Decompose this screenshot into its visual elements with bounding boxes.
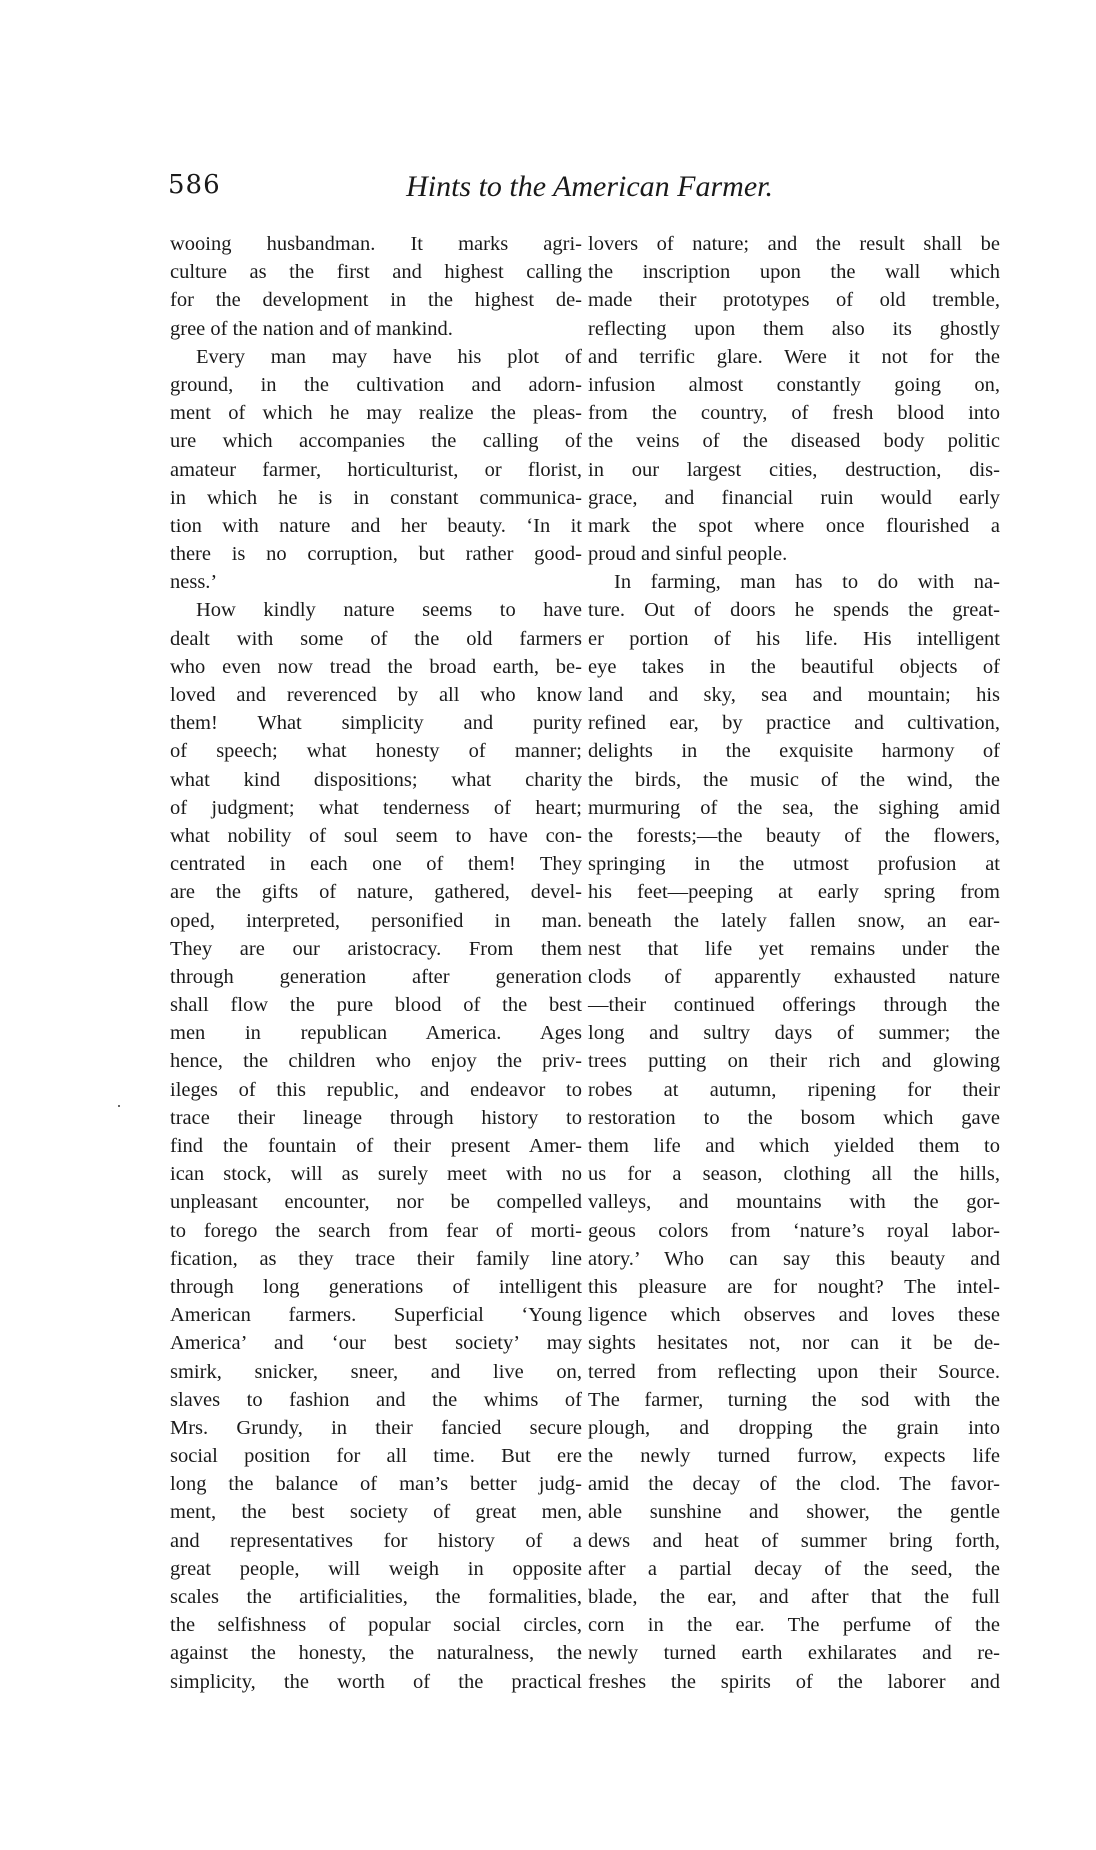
text-line: terred from reflecting upon their Source. — [588, 1360, 1000, 1383]
text-line: this pleasure are for nought? The intel- — [588, 1275, 1000, 1298]
text-line: of speech; what honesty of manner; — [170, 740, 582, 763]
page-number: 586 — [168, 170, 221, 200]
right-column — [588, 230, 1000, 1696]
text-line: them! What simplicity and purity — [170, 712, 582, 735]
text-line: springing in the utmost profusion at — [588, 853, 1000, 876]
text-line: valleys, and mountains with the gor- — [588, 1191, 1000, 1214]
text-line: eye takes in the beautiful objects of — [588, 655, 1000, 678]
text-line: How kindly nature seems to have — [196, 599, 582, 622]
text-line: tion with nature and her beauty. ‘In it — [170, 514, 582, 537]
text-line: the birds, the music of the wind, the — [588, 768, 1000, 791]
text-line: infusion almost constantly going on, — [588, 373, 1000, 396]
text-line: what kind dispositions; what charity — [170, 768, 582, 791]
text-line: long and sultry days of summer; the — [588, 1022, 1000, 1045]
text-line: what nobility of soul seem to have con- — [170, 824, 582, 847]
text-line: nest that life yet remains under the — [588, 937, 1000, 960]
text-line: They are our aristocracy. From them — [170, 937, 582, 960]
text-line: able sunshine and shower, the gentle — [588, 1501, 1000, 1524]
text-line: Every man may have his plot of — [196, 345, 582, 368]
text-line: us for a season, clothing all the hills, — [588, 1163, 1000, 1186]
text-line: of judgment; what tenderness of heart; — [170, 796, 582, 819]
text-line: loved and reverenced by all who know — [170, 684, 582, 706]
text-line: for the development in the highest de- — [170, 289, 582, 312]
text-line: against the honesty, the naturalness, the — [170, 1642, 582, 1665]
text-line: through long generations of intelligent — [170, 1275, 582, 1298]
text-line: clods of apparently exhausted nature — [588, 965, 1000, 988]
text-line: made their prototypes of old tremble, — [588, 289, 1000, 312]
text-line: and terrific glare. Were it not for the — [588, 345, 1000, 368]
text-line: them life and which yielded them to — [588, 1135, 1000, 1157]
text-line: newly turned earth exhilarates and re- — [588, 1642, 1000, 1665]
text-line: proud and sinful people. — [588, 543, 788, 566]
stray-mark — [118, 1105, 120, 1107]
text-line: hence, the children who enjoy the priv- — [170, 1050, 582, 1073]
text-line: ness.’ — [170, 571, 218, 594]
text-line: the forests;—the beauty of the flowers, — [588, 824, 1000, 847]
text-line: long the balance of man’s better judg- — [170, 1473, 582, 1496]
text-line: plough, and dropping the grain into — [588, 1416, 1000, 1439]
text-line: amid the decay of the clod. The favor- — [588, 1473, 1000, 1496]
text-line: in our largest cities, destruction, dis- — [588, 458, 1000, 481]
text-line: the newly turned furrow, expects life — [588, 1445, 1000, 1468]
text-line: social position for all time. But ere — [170, 1445, 582, 1468]
text-line: restoration to the bosom which gave — [588, 1106, 1000, 1129]
text-line: delights in the exquisite harmony of — [588, 740, 1000, 763]
text-line: freshes the spirits of the laborer and — [588, 1670, 1000, 1693]
text-line: In farming, man has to do with na- — [614, 571, 1000, 594]
text-line: murmuring of the sea, the sighing amid — [588, 796, 1000, 819]
text-line: reflecting upon them also its ghostly — [588, 317, 1000, 340]
text-line: ture. Out of doors he spends the great- — [588, 599, 1000, 622]
text-line: trace their lineage through history to — [170, 1106, 582, 1129]
text-line: American farmers. Superficial ‘Young — [170, 1304, 582, 1327]
text-line: —their continued offerings through the — [588, 994, 1000, 1017]
text-line: great people, will weigh in opposite — [170, 1557, 582, 1580]
text-line: lovers of nature; and the result shall be — [588, 233, 1000, 255]
text-line: ican stock, will as surely meet with no — [170, 1163, 582, 1186]
text-line: land and sky, sea and mountain; his — [588, 684, 1000, 706]
text-line: culture as the first and highest calling — [170, 261, 582, 284]
text-line: centrated in each one of them! They — [170, 853, 582, 876]
text-line: unpleasant encounter, nor be compelled — [170, 1191, 582, 1214]
text-line: dealt with some of the old farmers — [170, 627, 582, 650]
text-line: scales the artificialities, the formalities, — [170, 1586, 582, 1608]
text-line: find the fountain of their present Amer- — [170, 1135, 582, 1157]
text-line: ure which accompanies the calling of — [170, 430, 582, 453]
text-line: sights hesitates not, nor can it be de- — [588, 1332, 1000, 1355]
text-line: ileges of this republic, and endeavor to — [170, 1078, 582, 1101]
text-line: atory.’ Who can say this beauty and — [588, 1247, 1000, 1270]
text-line: oped, interpreted, personified in man. — [170, 909, 582, 932]
text-line: mark the spot where once flourished a — [588, 514, 1000, 537]
text-line: men in republican America. Ages — [170, 1022, 582, 1045]
text-line: from the country, of fresh blood into — [588, 402, 1000, 425]
text-line: through generation after generation — [170, 965, 582, 988]
text-line: America’ and ‘our best society’ may — [170, 1332, 582, 1355]
text-line: the selfishness of popular social circles, — [170, 1614, 582, 1637]
text-line: the veins of the diseased body politic — [588, 430, 1000, 453]
text-line: are the gifts of nature, gathered, devel- — [170, 881, 582, 904]
text-line: Mrs. Grundy, in their fancied secure — [170, 1416, 582, 1439]
text-line: ground, in the cultivation and adorn- — [170, 373, 582, 396]
running-title: Hints to the American Farmer. — [406, 170, 773, 203]
text-line: beneath the lately fallen snow, an ear- — [588, 909, 1000, 932]
text-line: slaves to fashion and the whims of — [170, 1388, 582, 1411]
text-line: robes at autumn, ripening for their — [588, 1078, 1000, 1101]
text-line: his feet—peeping at early spring from — [588, 881, 1000, 904]
text-line: there is no corruption, but rather good- — [170, 543, 582, 566]
text-line: grace, and financial ruin would early — [588, 486, 1000, 509]
text-line: after a partial decay of the seed, the — [588, 1557, 1000, 1580]
text-line: in which he is in constant communica- — [170, 486, 582, 509]
page-header — [168, 170, 773, 210]
text-line: shall flow the pure blood of the best — [170, 994, 582, 1017]
left-column — [170, 230, 582, 1696]
text-line: who even now tread the broad earth, be- — [170, 655, 582, 678]
text-line: corn in the ear. The perfume of the — [588, 1614, 1000, 1637]
text-line: to forego the search from fear of morti- — [170, 1219, 582, 1242]
text-line: The farmer, turning the sod with the — [588, 1388, 1000, 1411]
text-line: smirk, snicker, sneer, and live on, — [170, 1360, 582, 1383]
text-line: refined ear, by practice and cultivation, — [588, 712, 1000, 735]
text-line: gree of the nation and of mankind. — [170, 317, 453, 340]
text-line: and representatives for history of a — [170, 1529, 582, 1552]
text-line: geous colors from ‘nature’s royal labor- — [588, 1219, 1000, 1242]
text-line: ment, the best society of great men, — [170, 1501, 582, 1524]
text-line: wooing husbandman. It marks agri- — [170, 233, 582, 255]
text-line: fication, as they trace their family line — [170, 1247, 582, 1270]
text-line: er portion of his life. His intelligent — [588, 627, 1000, 650]
text-line: ligence which observes and loves these — [588, 1304, 1000, 1327]
text-line: the inscription upon the wall which — [588, 261, 1000, 284]
text-line: ment of which he may realize the pleas- — [170, 402, 582, 425]
text-line: simplicity, the worth of the practical — [170, 1670, 582, 1693]
text-line: trees putting on their rich and glowing — [588, 1050, 1000, 1073]
text-line: dews and heat of summer bring forth, — [588, 1529, 1000, 1552]
text-line: amateur farmer, horticulturist, or florist, — [170, 458, 582, 481]
text-line: blade, the ear, and after that the full — [588, 1586, 1000, 1608]
